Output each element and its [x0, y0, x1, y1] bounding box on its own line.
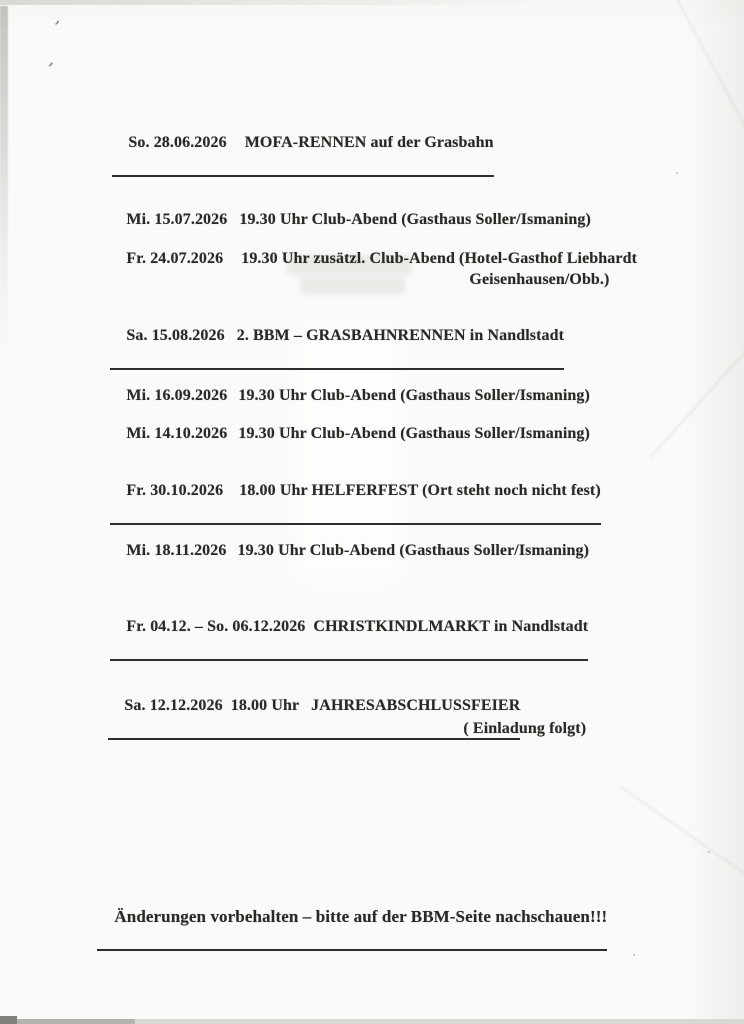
- paper-speck: [708, 851, 710, 853]
- event-details: 19.30 Uhr Club-Abend (Gasthaus Soller/Ismaning): [239, 211, 591, 228]
- event-details: 18.00 Uhr HELFERFEST (Ort steht noch nicht fest): [239, 482, 601, 499]
- event-date: Fr. 04.12. – So. 06.12.2026: [126, 618, 306, 635]
- scan-edge-left: [0, 6, 8, 351]
- event-date: Mi. 16.09.2026: [126, 387, 228, 404]
- footer-note-text: Änderungen vorbehalten – bitte auf der BBM-Seite nachschauen!!!: [114, 907, 608, 926]
- schedule-entry-continuation: [447, 699, 586, 759]
- event-date: Mi. 15.07.2026: [126, 211, 228, 228]
- paper-speck: ,: [47, 52, 58, 70]
- schedule-entry: [110, 521, 589, 581]
- scan-edge-bottom: [17, 1019, 135, 1024]
- event-date: Sa. 15.08.2026: [126, 327, 225, 344]
- event-details-continuation: ( Einladung folgt): [463, 720, 587, 737]
- scan-edge-corner: [0, 1016, 17, 1024]
- schedule-entry: [110, 461, 601, 525]
- event-details: 18.00 Uhr JAHRESABSCHLUSSFEIER: [230, 697, 521, 714]
- paper-speck: ,: [54, 10, 63, 28]
- event-details: 19.30 Uhr zusätzl. Club-Abend (Hotel-Gasthof Liebhardt: [241, 250, 638, 267]
- event-details: 19.30 Uhr Club-Abend (Gasthaus Soller/Ismaning): [237, 542, 590, 559]
- paper-speck: [676, 172, 678, 174]
- event-details: CHRISTKINDLMARKT in Nandlstadt: [313, 618, 589, 635]
- scan-shadow-right: [684, 0, 744, 1024]
- schedule-entry-continuation: [453, 250, 609, 310]
- event-details: 19.30 Uhr Club-Abend (Gasthaus Soller/Ismaning): [238, 387, 590, 404]
- event-date: Sa. 12.12.2026: [124, 697, 223, 714]
- event-date: Mi. 14.10.2026: [126, 425, 228, 442]
- scan-edge-top: [0, 0, 540, 5]
- event-date: Fr. 24.07.2026: [126, 250, 224, 267]
- footer-note: [97, 887, 607, 951]
- schedule-entry: [110, 597, 588, 661]
- event-date: Fr. 30.10.2026: [126, 482, 224, 499]
- paper-speck: [633, 954, 635, 956]
- event-details-continuation: Geisenhausen/Obb.): [469, 271, 610, 288]
- event-date: Mi. 18.11.2026: [126, 542, 227, 559]
- schedule-entry: [110, 404, 590, 464]
- event-date: So. 28.06.2026: [128, 134, 227, 151]
- event-details: 19.30 Uhr Club-Abend (Gasthaus Soller/Ismaning): [238, 425, 590, 442]
- event-details: 2. BBM – GRASBAHNRENNEN in Nandlstadt: [236, 327, 565, 344]
- event-details: MOFA-RENNEN auf der Grasbahn: [244, 134, 494, 151]
- schedule-entry: [110, 306, 564, 370]
- schedule-entry: [112, 113, 494, 177]
